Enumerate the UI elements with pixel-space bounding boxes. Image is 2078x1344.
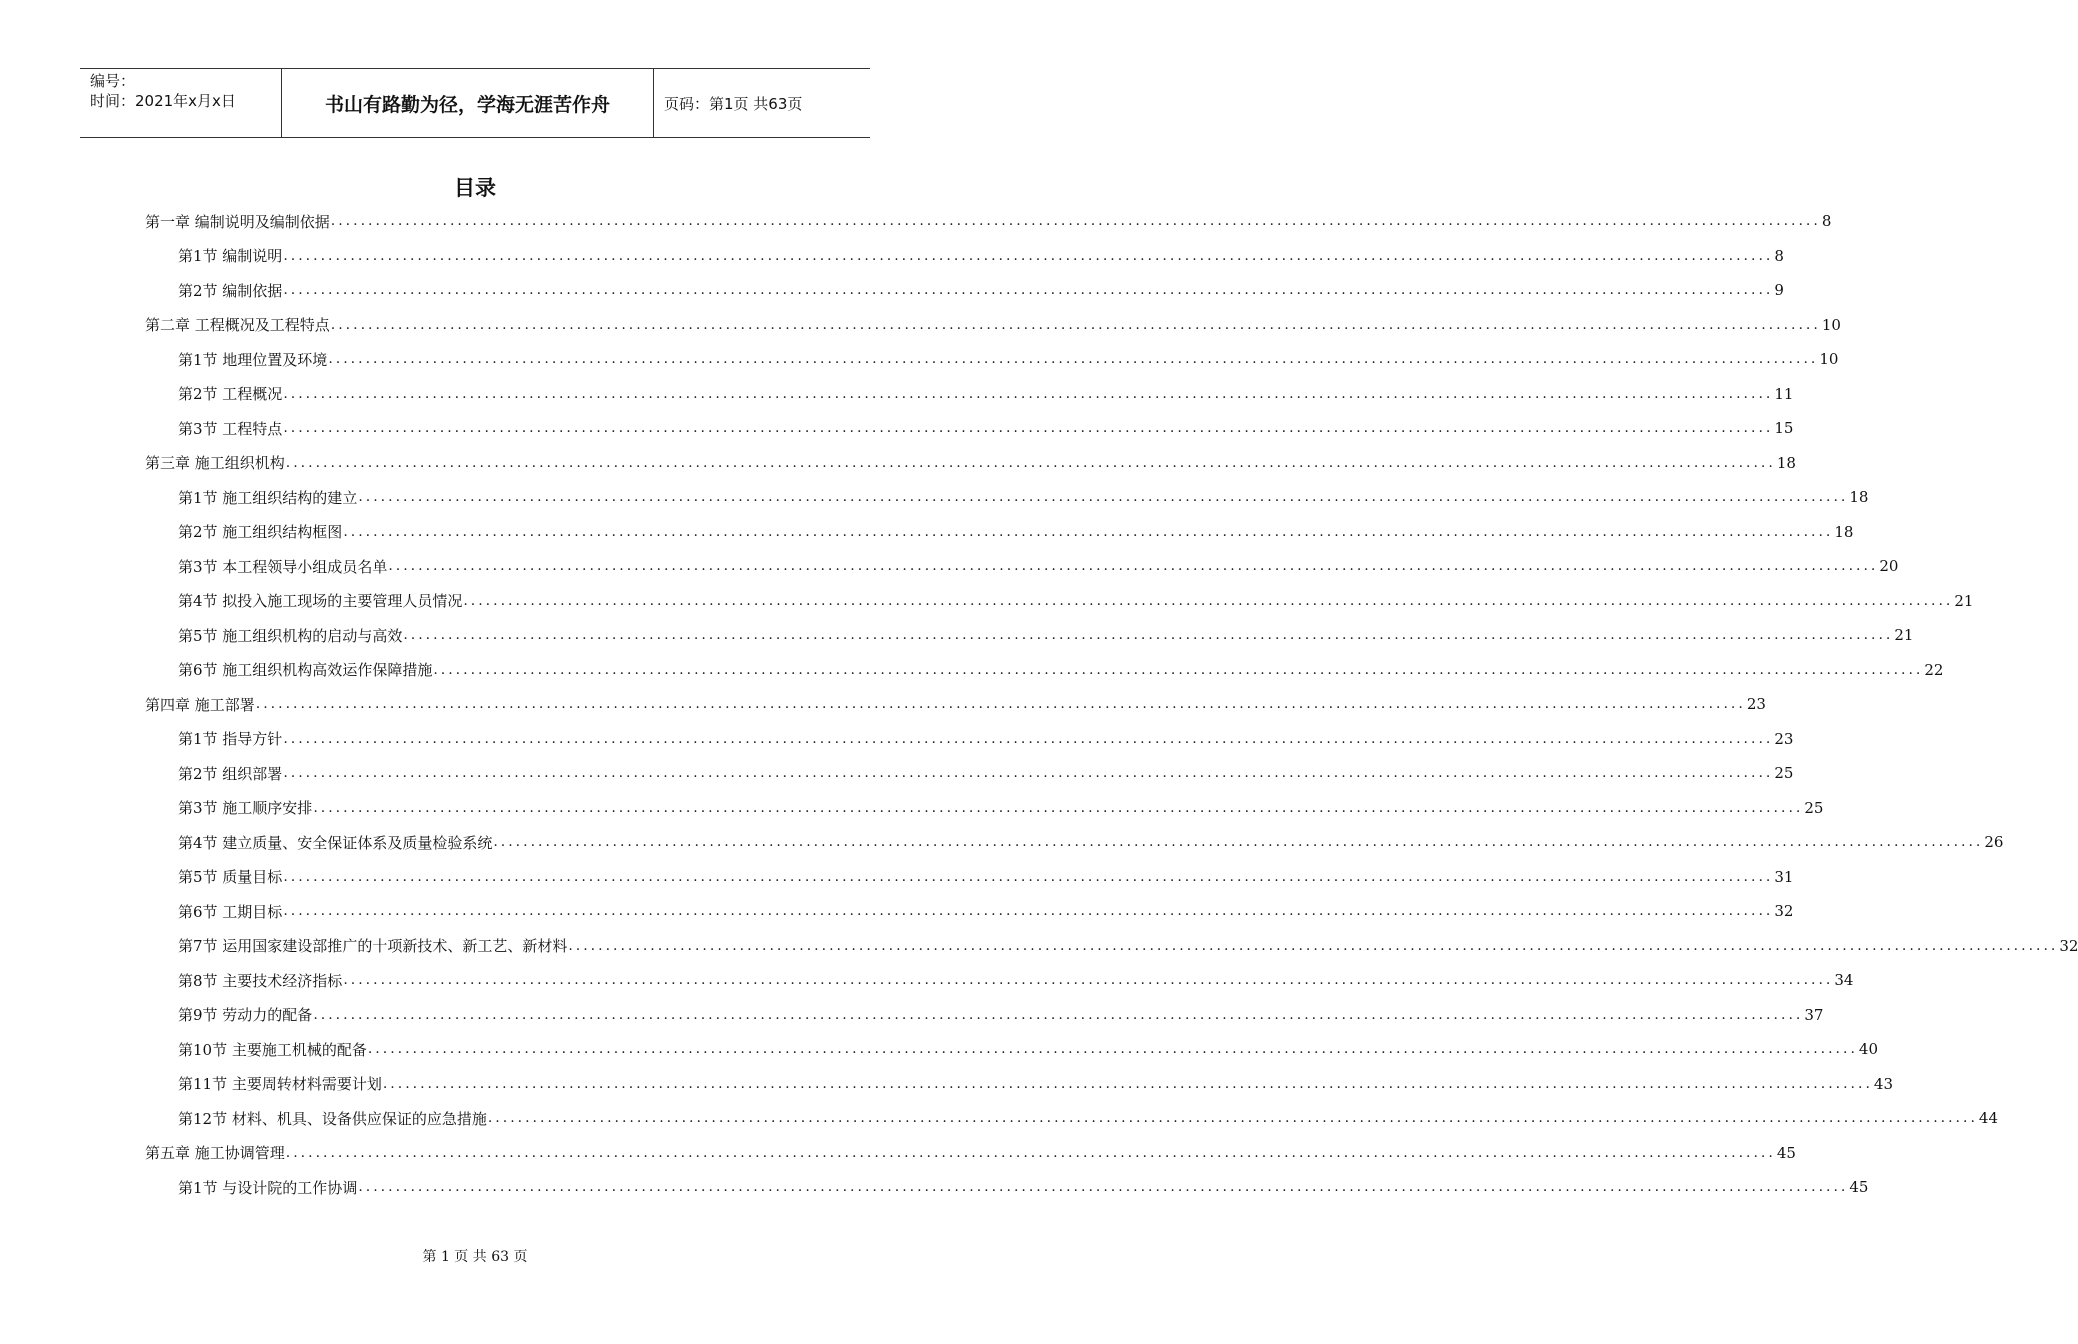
toc-section-entry[interactable]	[145, 929, 2078, 964]
toc-entry-page: 25	[1804, 798, 1824, 817]
toc-entry-title: 第四章 施工部署	[145, 695, 255, 714]
toc-section-entry[interactable]	[145, 1101, 1998, 1136]
toc-section-entry[interactable]	[145, 963, 1854, 998]
toc-leader-dots: ........................................................................................................................................................................................................	[367, 1041, 1858, 1058]
toc-entry-page: 37	[1804, 1005, 1824, 1024]
toc-section-entry[interactable]	[145, 480, 1869, 515]
toc-section-entry[interactable]	[145, 342, 1839, 377]
toc-entry-title: 第6节 工期目标	[178, 902, 283, 921]
toc-section-entry[interactable]	[145, 825, 2004, 860]
toc-entry-title: 第5节 施工组织机构的启动与高效	[178, 626, 403, 645]
toc-leader-dots: ........................................................................................................................................................................................................	[313, 799, 1804, 816]
toc-entry-page: 21	[1954, 591, 1974, 610]
toc-entry-page: 40	[1858, 1040, 1878, 1059]
toc-entry-page: 34	[1834, 971, 1854, 990]
toc-section-entry[interactable]	[145, 756, 1794, 791]
toc-section-entry[interactable]	[145, 584, 1974, 619]
toc-entry-title: 第4节 拟投入施工现场的主要管理人员情况	[178, 592, 463, 611]
toc-entry-title: 第3节 施工顺序安排	[178, 799, 313, 818]
toc-leader-dots: ........................................................................................................................................................................................................	[433, 661, 1924, 678]
toc-entry-page: 22	[1924, 660, 1944, 679]
toc-entry-page: 32	[2059, 936, 2078, 955]
toc-chapter-entry[interactable]	[145, 204, 1832, 239]
toc-section-entry[interactable]	[145, 1067, 1893, 1102]
table-of-contents	[145, 204, 2078, 1205]
toc-chapter-entry[interactable]	[145, 687, 1766, 722]
toc-entry-title: 第7节 运用国家建设部推广的十项新技术、新工艺、新材料	[178, 937, 568, 956]
toc-entry-title: 第2节 组织部署	[178, 764, 283, 783]
toc-entry-page: 8	[1821, 212, 1832, 231]
toc-entry-page: 18	[1834, 522, 1854, 541]
toc-section-entry[interactable]	[145, 1170, 1869, 1205]
toc-leader-dots: ........................................................................................................................................................................................................	[283, 282, 1774, 299]
toc-leader-dots: ........................................................................................................................................................................................................	[283, 868, 1774, 885]
toc-entry-page: 31	[1774, 867, 1794, 886]
toc-entry-page: 18	[1776, 453, 1796, 472]
toc-leader-dots: ........................................................................................................................................................................................................	[283, 903, 1774, 920]
toc-entry-page: 44	[1978, 1109, 1998, 1128]
toc-leader-dots: ........................................................................................................................................................................................................	[487, 1110, 1978, 1127]
toc-entry-title: 第2节 编制依据	[178, 281, 283, 300]
toc-section-entry[interactable]	[145, 618, 1914, 653]
toc-leader-dots: ........................................................................................................................................................................................................	[283, 765, 1774, 782]
toc-section-entry[interactable]	[145, 377, 1794, 412]
toc-section-entry[interactable]	[145, 411, 1794, 446]
toc-title: 目录	[454, 176, 496, 200]
toc-entry-page: 20	[1879, 557, 1899, 576]
toc-entry-title: 第五章 施工协调管理	[145, 1144, 285, 1163]
toc-section-entry[interactable]	[145, 653, 1944, 688]
toc-leader-dots: ........................................................................................................................................................................................................	[382, 1075, 1873, 1092]
time-label: 时间：2021年x月x日	[90, 92, 236, 110]
toc-section-entry[interactable]	[145, 515, 1854, 550]
toc-section-entry[interactable]	[145, 998, 1824, 1033]
toc-entry-title: 第11节 主要周转材料需要计划	[178, 1075, 382, 1094]
header-meta	[80, 69, 282, 137]
toc-leader-dots: ........................................................................................................................................................................................................	[403, 627, 1894, 644]
toc-leader-dots: ........................................................................................................................................................................................................	[255, 696, 1746, 713]
toc-leader-dots: ........................................................................................................................................................................................................	[343, 523, 1834, 540]
toc-entry-page: 25	[1774, 764, 1794, 783]
header-page-info: 页码：第1页 共63页	[664, 94, 803, 113]
toc-entry-title: 第三章 施工组织机构	[145, 454, 285, 473]
page-footer: 第 1 页 共 63 页	[422, 1249, 528, 1265]
toc-entry-title: 第1节 地理位置及环境	[178, 350, 328, 369]
toc-chapter-entry[interactable]	[145, 1136, 1796, 1171]
toc-entry-page: 11	[1774, 384, 1794, 403]
toc-entry-title: 第3节 工程特点	[178, 419, 283, 438]
toc-entry-page: 23	[1774, 729, 1794, 748]
toc-entry-page: 15	[1774, 419, 1794, 438]
toc-entry-page: 23	[1746, 695, 1766, 714]
toc-entry-page: 21	[1894, 626, 1914, 645]
header-motto: 书山有路勤为径，学海无涯苦作舟	[282, 69, 654, 137]
toc-section-entry[interactable]	[145, 860, 1794, 895]
toc-section-entry[interactable]	[145, 722, 1794, 757]
toc-entry-title: 第8节 主要技术经济指标	[178, 971, 343, 990]
toc-leader-dots: ........................................................................................................................................................................................................	[283, 247, 1774, 264]
number-label: 编号：	[90, 72, 136, 90]
toc-entry-title: 第1节 施工组织结构的建立	[178, 488, 358, 507]
toc-section-entry[interactable]	[145, 273, 1784, 308]
toc-entry-page: 10	[1819, 350, 1839, 369]
toc-entry-title: 第2节 工程概况	[178, 385, 283, 404]
toc-chapter-entry[interactable]	[145, 308, 1841, 343]
toc-section-entry[interactable]	[145, 239, 1784, 274]
toc-leader-dots: ........................................................................................................................................................................................................	[285, 1144, 1776, 1161]
toc-leader-dots: ........................................................................................................................................................................................................	[283, 385, 1774, 402]
toc-entry-page: 45	[1776, 1143, 1796, 1162]
toc-entry-page: 32	[1774, 902, 1794, 921]
toc-leader-dots: ........................................................................................................................................................................................................	[330, 213, 1821, 230]
toc-leader-dots: ........................................................................................................................................................................................................	[358, 489, 1849, 506]
toc-leader-dots: ........................................................................................................................................................................................................	[330, 316, 1821, 333]
toc-leader-dots: ........................................................................................................................................................................................................	[328, 351, 1819, 368]
toc-leader-dots: ........................................................................................................................................................................................................	[283, 420, 1774, 437]
toc-section-entry[interactable]	[145, 791, 1824, 826]
toc-entry-page: 43	[1873, 1074, 1893, 1093]
toc-section-entry[interactable]	[145, 1032, 1878, 1067]
page-header	[80, 68, 870, 138]
toc-leader-dots: ........................................................................................................................................................................................................	[283, 730, 1774, 747]
toc-leader-dots: ........................................................................................................................................................................................................	[285, 454, 1776, 471]
toc-entry-title: 第1节 编制说明	[178, 247, 283, 266]
toc-section-entry[interactable]	[145, 894, 1794, 929]
toc-entry-page: 45	[1849, 1178, 1869, 1197]
toc-leader-dots: ........................................................................................................................................................................................................	[388, 558, 1879, 575]
toc-leader-dots: ........................................................................................................................................................................................................	[463, 592, 1954, 609]
toc-entry-title: 第5节 质量目标	[178, 868, 283, 887]
toc-entry-title: 第一章 编制说明及编制依据	[145, 212, 330, 231]
toc-leader-dots: ........................................................................................................................................................................................................	[493, 834, 1984, 851]
toc-entry-title: 第9节 劳动力的配备	[178, 1006, 313, 1025]
toc-entry-page: 10	[1821, 315, 1841, 334]
toc-entry-title: 第二章 工程概况及工程特点	[145, 316, 330, 335]
toc-section-entry[interactable]	[145, 549, 1899, 584]
toc-entry-page: 8	[1774, 246, 1784, 265]
toc-entry-page: 9	[1774, 281, 1784, 300]
toc-entry-page: 26	[1984, 833, 2004, 852]
toc-entry-title: 第1节 与设计院的工作协调	[178, 1178, 358, 1197]
toc-entry-title: 第12节 材料、机具、设备供应保证的应急措施	[178, 1109, 487, 1128]
toc-entry-title: 第2节 施工组织结构框图	[178, 523, 343, 542]
toc-leader-dots: ........................................................................................................................................................................................................	[358, 1179, 1849, 1196]
toc-entry-title: 第4节 建立质量、安全保证体系及质量检验系统	[178, 833, 493, 852]
toc-entry-title: 第3节 本工程领导小组成员名单	[178, 557, 388, 576]
toc-entry-page: 18	[1849, 488, 1869, 507]
toc-leader-dots: ........................................................................................................................................................................................................	[568, 937, 2059, 954]
toc-entry-title: 第10节 主要施工机械的配备	[178, 1040, 367, 1059]
toc-leader-dots: ........................................................................................................................................................................................................	[313, 1006, 1804, 1023]
toc-leader-dots: ........................................................................................................................................................................................................	[343, 972, 1834, 989]
toc-chapter-entry[interactable]	[145, 446, 1796, 481]
toc-entry-title: 第6节 施工组织机构高效运作保障措施	[178, 661, 433, 680]
toc-entry-title: 第1节 指导方针	[178, 730, 283, 749]
